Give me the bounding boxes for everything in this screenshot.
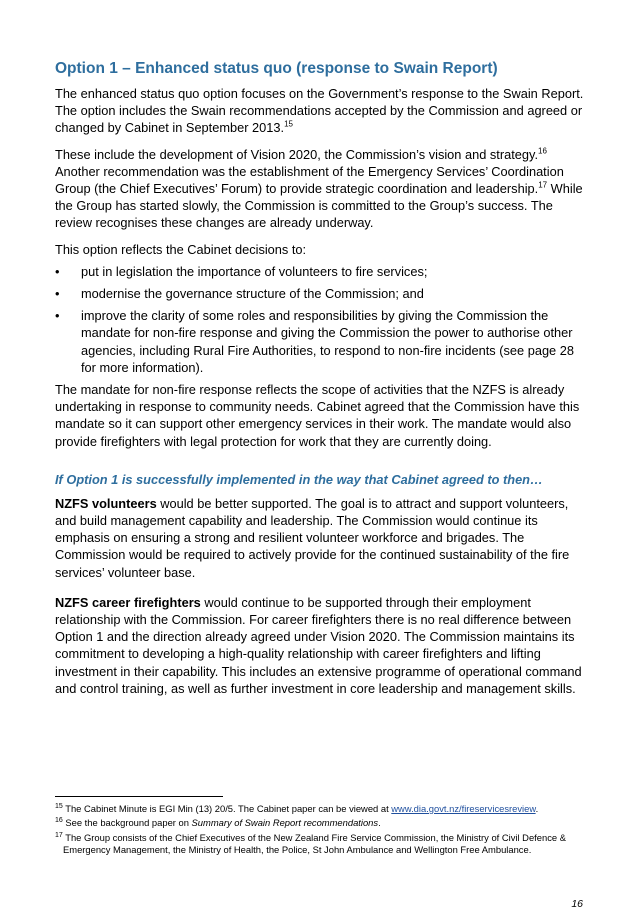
footnote-ref-16[interactable]: 16 [538, 146, 547, 156]
bullet-icon: • [55, 308, 60, 324]
footnote-text: The Group consists of the Chief Executives of the New Zealand Fire Service Commission, the Ministry of Civil Defence & Emergency Management, the Ministry of Health, the Police, St John Ambulance and Wellington Free Ambulance. [62, 831, 566, 856]
footnote-16 [55, 817, 575, 829]
bullet-icon: • [55, 286, 60, 302]
footnote-tail: . [378, 817, 381, 829]
list-item-text: put in legislation the importance of volunteers to fire services; [81, 263, 428, 279]
volunteers-lead: NZFS volunteers [55, 495, 157, 511]
section-heading: Option 1 – Enhanced status quo (response to Swain Report) [55, 60, 498, 77]
footnote-italic-title: Summary of Swain Report recommendations [191, 817, 379, 829]
subheading: If Option 1 is successfully implemented in the way that Cabinet agreed to then… [55, 471, 543, 487]
list-item-text: improve the clarity of some roles and responsibilities by giving the Commission the mandate for non-fire response and giving the Commission the power to authorise other agencies, including Rural Fire Authorities, to respond to non-fire incidents (see page 28 for more information). [81, 308, 574, 375]
list-item [55, 307, 585, 376]
paragraph-intro [55, 85, 585, 137]
footnote-divider [55, 796, 223, 797]
footnote-text: See the background paper on [62, 817, 192, 829]
paragraph-vision-text-b: Another recommendation was the establishment of the Emergency Services’ Coordination Group (the Chief Executives’ Forum) to provide strategic coordination and leadership. [55, 163, 564, 197]
career-text: would continue to be supported through their employment relationship with the Commission. For career firefighters there is no real difference between Option 1 and the direction already agreed under Vision 2020. The Commission maintains its commitment to developing a high-quality relationship with career firefighters and lifting investment in their capability. This includes an extensive programme of operational command and control training, as well as further investment in core leadership and management skills. [55, 594, 582, 696]
footnote-17 [55, 832, 575, 857]
footnote-number: 15 [55, 802, 63, 810]
paragraph-mandate: The mandate for non-fire response reflects the scope of activities that the NZFS is already undertaking in response to community needs. Cabinet agreed that the Commission have this mandate so it can support other emergency services in their work. The mandate would also provide firefighters with legal protection for work that they are currently doing. [55, 382, 580, 449]
paragraph-vision-text-c: While the Group has started slowly, the Commission is committed to the Group’s success. The review recognises these changes are already underway. [55, 181, 583, 231]
list-item [55, 263, 585, 280]
list-item [55, 285, 585, 302]
document-body [55, 60, 585, 697]
paragraph-volunteers [55, 495, 585, 581]
footnote-15 [55, 803, 575, 815]
footnote-number: 16 [55, 817, 63, 825]
footnote-ref-15[interactable]: 15 [284, 120, 293, 130]
footnotes [55, 796, 575, 859]
fire-services-review-link[interactable]: www.dia.govt.nz/fireservicesreview [391, 803, 536, 814]
career-lead: NZFS career firefighters [55, 594, 201, 610]
list-item-text: modernise the governance structure of the Commission; and [81, 286, 424, 302]
footnote-tail: . [535, 803, 539, 814]
bullet-icon: • [55, 263, 60, 279]
footnote-number: 17 [55, 831, 63, 839]
volunteers-text: would be better supported. The goal is to attract and support volunteers, and build management capability and leadership. The Commission would continue its emphasis on ensuring a strong and resilient volunteer workforce and brigades. The Commission would be required to actively provide for the continued sustainability of the fire services’ volunteer base. [55, 495, 570, 580]
paragraph-vision-text-a: These include the development of Vision 2020, the Commission’s vision and strategy. [55, 146, 539, 162]
paragraph-intro-text: The enhanced status quo option focuses on the Government’s response to the Swain Report. The option includes the Swain recommendations accepted by the Commission and agreed or changed by Cabinet in September 2013. [55, 86, 584, 136]
paragraph-career [55, 594, 585, 697]
decision-list [55, 263, 585, 376]
page-number: 16 [571, 898, 583, 910]
paragraph-cabinet-decisions: This option reflects the Cabinet decisions to: [55, 241, 307, 257]
footnote-text: The Cabinet Minute is EGI Min (13) 20/5. The Cabinet paper can be viewed at [62, 803, 392, 814]
paragraph-vision [55, 146, 585, 232]
footnote-ref-17[interactable]: 17 [538, 180, 548, 190]
